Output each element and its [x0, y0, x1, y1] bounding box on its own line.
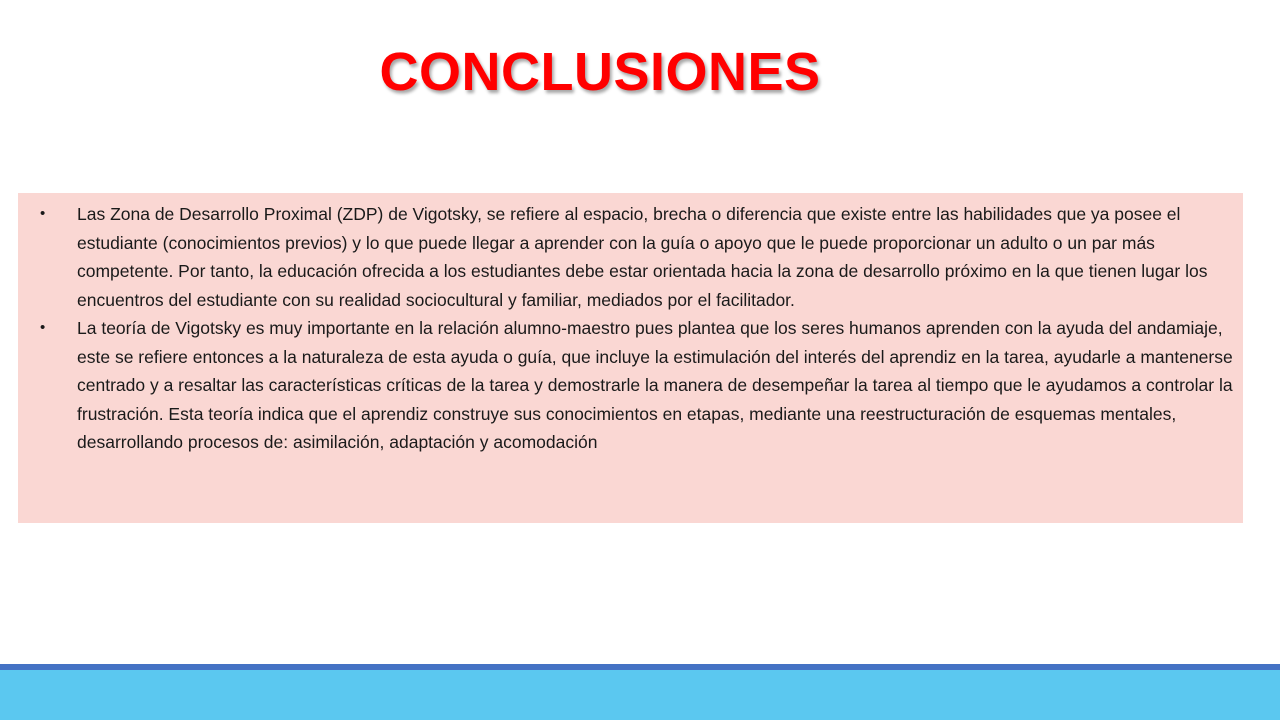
- bullet-item-andamiaje: [40, 314, 1237, 457]
- bullet-text: Las Zona de Desarrollo Proximal (ZDP) de Vigotsky, se refiere al espacio, brecha o diferencia que existe entre las habilidades que ya posee el estudiante (conocimientos previos) y lo que puede llegar a aprender con la guía o apoyo que le puede proporcionar un adulto o un par más competente. Por tanto, la educación ofrecida a los estudiantes debe estar orientada hacia la zona de desarrollo próximo en la que tienen lugar los encuentros del estudiante con su realidad sociocultural y familiar, mediados por el facilitador.: [77, 204, 1208, 310]
- bullet-marker: •: [40, 319, 46, 336]
- slide-title: CONCLUSIONES: [379, 42, 821, 102]
- footer-bar: [0, 670, 1280, 720]
- bullet-item-zdp: [40, 200, 1237, 314]
- bullet-marker: •: [40, 205, 46, 222]
- content-box: [18, 193, 1243, 523]
- bullet-text: La teoría de Vigotsky es muy importante en la relación alumno-maestro pues plantea que los seres humanos aprenden con la ayuda del andamiaje, este se refiere entonces a la naturaleza de esta ayuda o guía, que incluye la estimulación del interés del aprendiz en la tarea, ayudarle a mantenerse centrado y a resaltar las características críticas de la tarea y demostrarle la manera de desempeñar la tarea al tiempo que le ayudamos a controlar la frustración. Esta teoría indica que el aprendiz construye sus conocimientos en etapas, mediante una reestructuración de esquemas mentales, desarrollando procesos de: asimilación, adaptación y acomodación: [77, 318, 1233, 452]
- bullet-list: [40, 200, 1237, 457]
